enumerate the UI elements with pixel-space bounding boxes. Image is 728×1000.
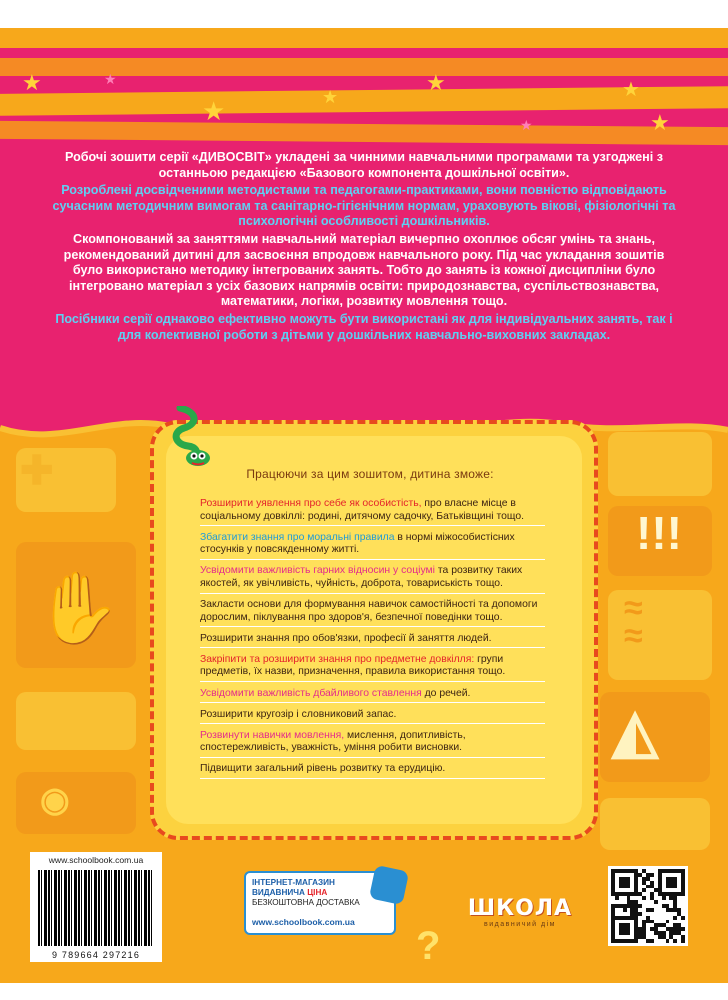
qr-code[interactable] xyxy=(608,866,688,946)
question-icon: ? xyxy=(416,924,441,968)
snake-icon xyxy=(170,406,216,468)
shop-title: ІНТЕРНЕТ-МАГАЗИН xyxy=(252,878,335,887)
isbn-number: 9 789664 297216 xyxy=(51,950,141,960)
star-icon: ★ xyxy=(202,96,226,126)
eye-icon: ◉ xyxy=(40,781,70,819)
cheese-icon: ◭ xyxy=(612,697,659,764)
tile xyxy=(608,432,712,496)
qr-module xyxy=(681,939,685,943)
logo-word: ШКОЛА xyxy=(467,896,573,921)
intro-paragraph-1: Робочі зошити серії «ДИВОСВІТ» укладені за чинними навчальними програмами та узгоджені з останньою редакцією «Базового компонента дошкільної освіти». xyxy=(65,150,663,180)
stripe xyxy=(0,121,728,146)
exclamation-icon: !!! xyxy=(636,507,682,559)
waves-icon: ≈ ≈ xyxy=(624,589,643,655)
intro-paragraph-4: Посібники серії однаково ефективно можуть бути використані як для індивідуальних занять, так і для колективної роботи з дітьми у дошкільних навчально-виховних закладах. xyxy=(55,311,673,342)
stripe xyxy=(0,86,728,116)
star-icon: ★ xyxy=(22,70,42,95)
list-item: Розвинути навички мовлення, мислення, допитливість, спостережливість, уважність, уміння робити висновки. xyxy=(200,730,545,758)
intro-paragraph-2: Розроблені досвідченими методистами та педагогами-практиками, вони повністю відповідають сучасним методичним вимогам та санітарно-гігієнічним нормам, ураховують вікові, фізіологічні та психологічні особливості дошкільників. xyxy=(52,183,676,229)
tile xyxy=(600,798,710,850)
shop-delivery: БЕЗКОШТОВНА ДОСТАВКА xyxy=(252,898,360,907)
list-item: Підвищити загальний рівень розвитку та ерудицію. xyxy=(200,763,545,779)
intro-text xyxy=(52,150,676,345)
list-item: Розширити знання про обов'язки, професії й заняття людей. xyxy=(200,633,545,649)
shop-url[interactable]: www.schoolbook.com.ua xyxy=(252,917,355,927)
skills-list xyxy=(200,498,545,785)
star-icon: ★ xyxy=(426,70,446,95)
star-icon: ★ xyxy=(104,71,117,87)
shop-badge-icon xyxy=(369,865,409,905)
skills-title: Працюючи за цим зошитом, дитина зможе: xyxy=(246,467,494,481)
star-icon: ★ xyxy=(520,117,533,133)
list-item: Закласти основи для формування навичок самостійності та допомоги дорослим, піклування про здоров'я, безпечної поведінки тощо. xyxy=(200,599,545,627)
logo-subtitle: видавничий дім xyxy=(484,921,556,928)
barcode xyxy=(30,852,162,962)
publisher-logo xyxy=(462,896,578,928)
puzzle-icon: ✚ xyxy=(20,449,54,493)
list-item: Розширити кругозір і словниковий запас. xyxy=(200,709,545,725)
top-section xyxy=(0,28,728,473)
star-icon: ★ xyxy=(322,87,339,107)
eye-tile xyxy=(16,772,136,834)
list-item: Розширити уявлення про себе як особистість, про власне місце в соціальному довкіллі: родині, дитячому садочку, Батьківщині тощо. xyxy=(200,498,545,526)
hand-icon: ✋ xyxy=(34,569,122,647)
qr-code-cells xyxy=(611,869,685,943)
shop-price-line: ВИДАВНИЧА ЦІНА xyxy=(252,888,328,897)
barcode-url: www.schoolbook.com.ua xyxy=(48,855,144,865)
star-icon: ★ xyxy=(622,79,640,101)
stripe xyxy=(0,28,728,48)
barcode-bars xyxy=(38,870,154,946)
intro-paragraph-3: Скомпонований за заняттями навчальний матеріал вичерпно охоплює обсяг умінь та знань, рекомендований дитині для засвоєння впродовж навчального року. Під час укладання зошитів було використано методику інтегрованих занять. Тобто до занять із кожної дисципліни було інтегровано матеріал з усіх базових напрямів освіти: природознавства, суспільствознавства, математики, логіки, розвитку мовлення тощо. xyxy=(63,231,665,309)
list-item: Усвідомити важливість гарних відносин у соціумі та розвитку таких якостей, як увічливість, чуйність, доброта, товариськість тощо. xyxy=(200,565,545,593)
list-item: Закріпити та розширити знання про предметне довкілля: групи предметів, їх назви, призначення, правила використання тощо. xyxy=(200,654,545,682)
tile xyxy=(16,692,136,750)
list-item: Усвідомити важливість дбайливого ставлення до речей. xyxy=(200,688,545,704)
star-icon: ★ xyxy=(650,110,670,135)
list-item: Збагатити знання про моральні правила в нормі міжособистісних стосунків у повсякденному житті. xyxy=(200,532,545,560)
back-cover xyxy=(0,28,728,983)
